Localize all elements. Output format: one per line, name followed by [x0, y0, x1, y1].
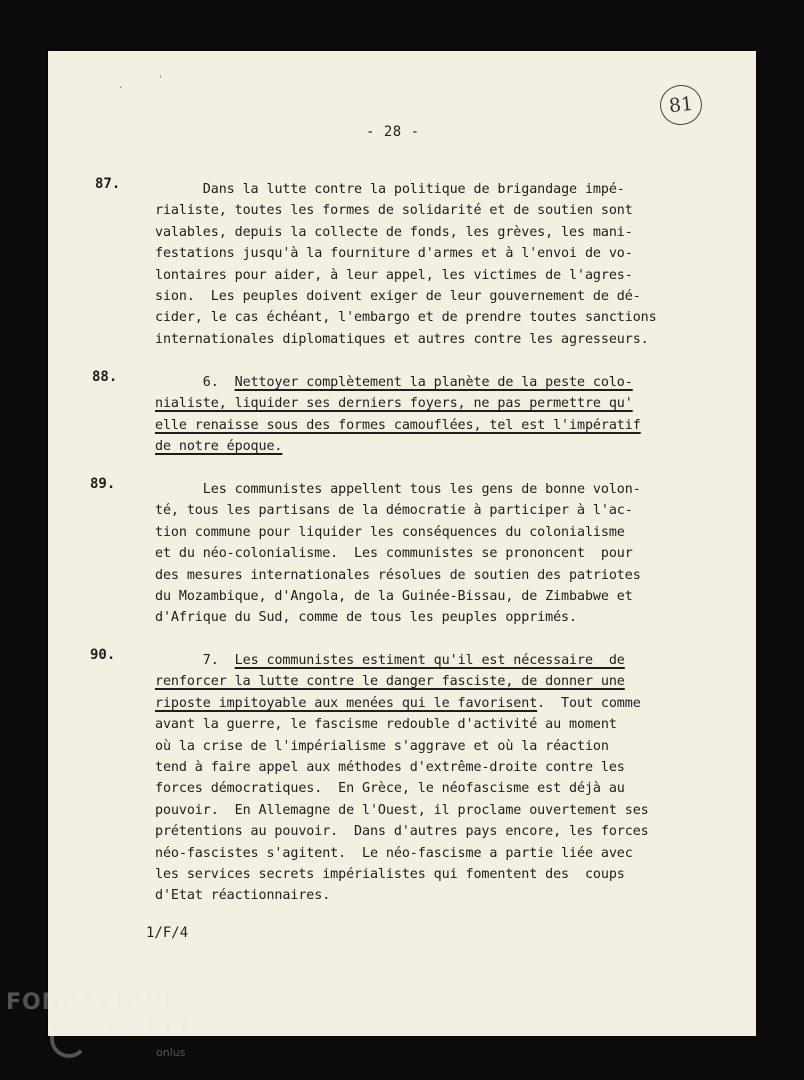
paragraph-number-89: 89.	[90, 476, 116, 492]
folio-stamp: 81	[658, 83, 704, 127]
paper-speck: .	[118, 81, 124, 91]
paragraph-90: 7. Les communistes estiment qu'il est nécessaire de renforcer la lutte contre le danger fasciste, de donner une riposte impitoyable aux menées qui le favorisent. Tout comme avant la guerre, le fascisme redouble d'activité au moment où la crise de l'impérialisme s'aggrave et où la réaction tend à faire appel aux méthodes d'extrême-droite contre les forces démocratiques. En Grèce, le néofascisme est déjà au pouvoir. En Allemagne de l'Ouest, il proclame ouvertement ses prétentions au pouvoir. Dans d'autres pays encore, les forces néo-fascistes s'agitent. Le néo-fascisme a partie liée avec les services secrets impérialistes qui fomentent des coups d'Etat réactionnaires.	[155, 653, 649, 904]
paragraph-89: Les communistes appellent tous les gens de bonne volon- té, tous les partisans de la démocratie à participer à l'ac- tion commune pour liquider les conséquences du colonialisme et du néo-colonialisme. Les communistes se prononcent pour des mesures internationales résolues de soutien des patriotes du Mozambique, d'Angola, de la Guinée-Bissau, de Zimbabwe et d'Afrique du Sud, comme de tous les peuples opprimés.	[155, 482, 641, 626]
paragraph-88: 6. Nettoyer complètement la planète de la peste colo- nialiste, liquider ses derniers foyers, ne pas permettre qu' elle renaisse sous des formes camouflées, tel est l'impératif de notre époque.	[155, 375, 641, 455]
document-page	[48, 51, 756, 1036]
paper-speck: '	[158, 75, 164, 85]
paragraph-number-87: 87.	[95, 176, 121, 192]
paragraph-87: Dans la lutte contre la politique de brigandage impé- rialiste, toutes les formes de solidarité et de soutien sont valables, depuis la collecte de fonds, les grèves, les mani- festations jusqu'à la fourniture d'armes et à l'envoi de vo- lontaires pour aider, à leur appel, les victimes de l'agres- sion. Les peuples doivent exiger de leur gouvernement de dé- cider, le cas échéant, l'embargo et de prendre toutes sanctions internationales diplomatiques et autres contre les agresseurs.	[155, 182, 657, 347]
paragraph-number-90: 90.	[90, 647, 116, 663]
underlined-text: Nettoyer complètement la planète de la peste colo- nialiste, liquider ses derniers foyers, ne pas permettre qu' elle renaisse sous des formes camouflées, tel est l'impératif de notre époque.	[155, 375, 641, 455]
watermark-logo: FONDAZIONE RAMSCI onlus	[6, 990, 191, 1059]
g-logo-icon	[50, 1020, 88, 1058]
paragraph-number-88: 88.	[92, 369, 118, 385]
document-code: 1/F/4	[146, 925, 189, 941]
page-number: - 28 -	[366, 124, 420, 140]
underlined-text: Les communistes estiment qu'il est nécessaire de renforcer la lutte contre le danger fasciste, de donner une riposte impitoyable aux menées qui le favorisent	[155, 653, 625, 711]
